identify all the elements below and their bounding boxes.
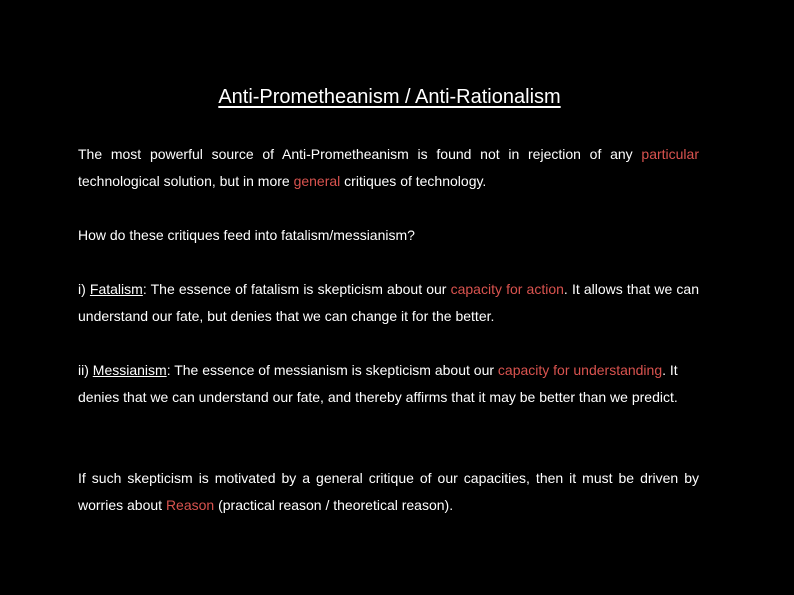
p1-highlight-particular: particular — [641, 146, 699, 162]
p5-text-b: (practical reason / theoretical reason). — [214, 497, 454, 513]
paragraph-source — [78, 141, 699, 195]
p4-highlight-capacity-understanding: capacity for understanding — [497, 362, 663, 378]
p3-prefix: i) — [78, 281, 90, 297]
p4-prefix: ii) — [78, 362, 93, 378]
p1-text-c: critiques of technology. — [340, 173, 487, 189]
p5-text-a: If such skepticism is motivated by a general critique of our capacities, then it must be driven by worries about — [78, 470, 699, 513]
p3-text-a: : The essence of fatalism is skepticism about our — [142, 281, 451, 297]
p3-text-b: . It allows that we can understand our fate, but denies that we can change it for the better. — [78, 281, 699, 324]
paragraph-question — [78, 222, 699, 249]
p3-highlight-capacity-action: capacity for action — [450, 281, 564, 297]
p1-text-b: technological solution, but in more — [78, 173, 294, 189]
p3-term-fatalism: Fatalism — [89, 281, 143, 297]
p1-text-a: The most powerful source of Anti-Prometheanism is found not in rejection of any — [78, 146, 642, 162]
p2-text: How do these critiques feed into fatalism/messianism? — [78, 227, 415, 243]
p4-term-messianism: Messianism — [92, 362, 167, 378]
p5-highlight-reason: Reason — [165, 497, 215, 513]
paragraph-reason — [78, 465, 699, 519]
paragraph-fatalism — [78, 276, 699, 330]
p4-text-a: : The essence of messianism is skepticism about our — [166, 362, 498, 378]
paragraph-messianism — [78, 357, 699, 411]
p1-highlight-general: general — [293, 173, 341, 189]
p4-text-b: . It denies that we can understand our fate, and thereby affirms that it may be better than we predict. — [78, 362, 678, 405]
slide-title: Anti-Prometheanism / Anti-Rationalism — [218, 86, 561, 108]
